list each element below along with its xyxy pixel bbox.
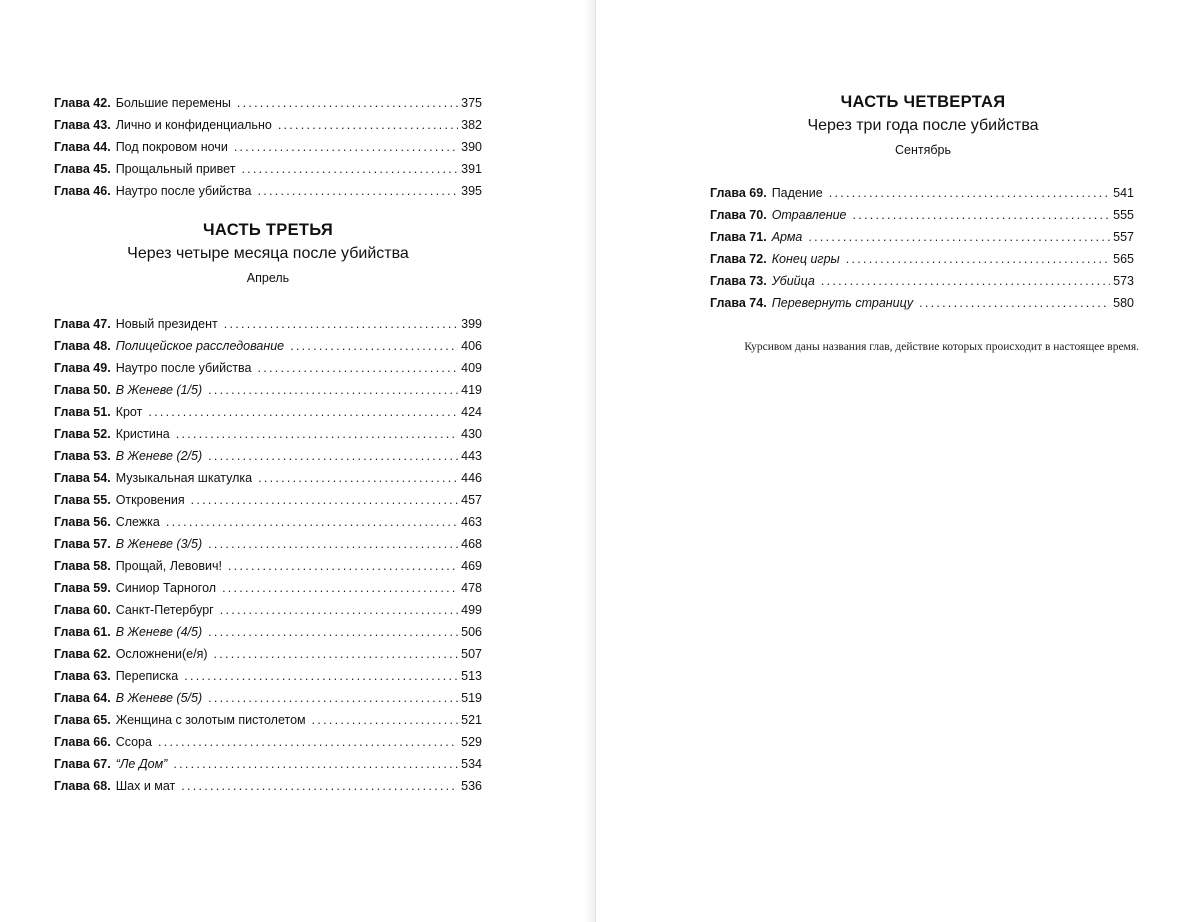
dot-leader	[173, 753, 458, 775]
chapter-number: Глава 56.	[54, 515, 111, 529]
dot-leader	[208, 687, 458, 709]
part-title: ЧАСТЬ ТРЕТЬЯ	[203, 221, 333, 239]
toc-row	[54, 379, 482, 401]
toc-row	[54, 753, 482, 775]
dot-leader	[166, 511, 458, 533]
chapter-number: Глава 60.	[54, 603, 111, 617]
chapter-title: В Женеве (3/5)	[115, 537, 203, 551]
dot-leader	[208, 379, 458, 401]
chapter-title: Женщина с золотым пистолетом	[115, 713, 306, 727]
chapter-number: Глава 69.	[710, 186, 767, 200]
dot-leader	[158, 731, 458, 753]
page-number: 424	[461, 405, 482, 419]
toc-row	[54, 467, 482, 489]
dot-leader	[208, 533, 458, 555]
chapter-number: Глава 46.	[54, 184, 111, 198]
toc-row	[54, 687, 482, 709]
part-title: ЧАСТЬ ЧЕТВЕРТАЯ	[840, 93, 1006, 111]
part-subtitle: Через три года после убийства	[807, 117, 1039, 134]
chapter-title: В Женеве (5/5)	[115, 691, 203, 705]
toc-row	[54, 401, 482, 423]
page-number: 419	[461, 383, 482, 397]
dot-leader	[176, 423, 458, 445]
chapter-title: Конец игры	[771, 252, 840, 266]
page-number: 506	[461, 625, 482, 639]
chapter-title: Наутро после убийства	[115, 361, 252, 375]
chapter-number: Глава 42.	[54, 96, 111, 110]
chapter-title: Перевернуть страницу	[771, 296, 914, 310]
chapter-title: Откровения	[115, 493, 185, 507]
chapter-number: Глава 66.	[54, 735, 111, 749]
page-number: 443	[461, 449, 482, 463]
footnote: Курсивом даны названия глав, действие которых происходит в настоящее время.	[744, 341, 1139, 353]
part-three-heading	[54, 221, 482, 285]
toc-row	[54, 599, 482, 621]
dot-leader	[278, 114, 458, 136]
chapter-number: Глава 58.	[54, 559, 111, 573]
page-number: 565	[1113, 252, 1134, 266]
page-number: 534	[461, 757, 482, 771]
chapter-title: Осложнени(е/я)	[115, 647, 208, 661]
chapter-number: Глава 45.	[54, 162, 111, 176]
chapter-number: Глава 54.	[54, 471, 111, 485]
toc-list-part-three	[54, 313, 482, 797]
dot-leader	[148, 401, 458, 423]
page-number: 469	[461, 559, 482, 573]
toc-list-part-four	[710, 182, 1134, 314]
chapter-title: Отравление	[771, 208, 847, 222]
page-number: 399	[461, 317, 482, 331]
toc-row	[710, 204, 1134, 226]
chapter-number: Глава 70.	[710, 208, 767, 222]
toc-row	[54, 621, 482, 643]
page-number: 395	[461, 184, 482, 198]
dot-leader	[808, 226, 1110, 248]
page-number: 430	[461, 427, 482, 441]
chapter-number: Глава 67.	[54, 757, 111, 771]
toc-row	[54, 114, 482, 136]
chapter-number: Глава 71.	[710, 230, 767, 244]
chapter-title: Ссора	[115, 735, 152, 749]
dot-leader	[312, 709, 459, 731]
toc-row	[54, 158, 482, 180]
chapter-number: Глава 52.	[54, 427, 111, 441]
part-four-heading	[710, 93, 1136, 157]
dot-leader	[829, 182, 1110, 204]
chapter-title: В Женеве (2/5)	[115, 449, 203, 463]
page-number: 391	[461, 162, 482, 176]
page-number: 409	[461, 361, 482, 375]
chapter-number: Глава 73.	[710, 274, 767, 288]
dot-leader	[852, 204, 1110, 226]
chapter-title: Большие перемены	[115, 96, 231, 110]
page-number: 375	[461, 96, 482, 110]
dot-leader	[290, 335, 458, 357]
chapter-number: Глава 65.	[54, 713, 111, 727]
chapter-title: Кристина	[115, 427, 170, 441]
chapter-number: Глава 63.	[54, 669, 111, 683]
dot-leader	[184, 665, 458, 687]
page-number: 557	[1113, 230, 1134, 244]
chapter-title: В Женеве (1/5)	[115, 383, 203, 397]
chapter-title: Переписка	[115, 669, 179, 683]
chapter-title: Шах и мат	[115, 779, 176, 793]
page-number: 555	[1113, 208, 1134, 222]
toc-row	[710, 292, 1134, 314]
dot-leader	[237, 92, 458, 114]
dot-leader	[214, 643, 459, 665]
dot-leader	[208, 621, 458, 643]
chapter-number: Глава 72.	[710, 252, 767, 266]
dot-leader	[241, 158, 458, 180]
chapter-title: Падение	[771, 186, 823, 200]
page-number: 519	[461, 691, 482, 705]
chapter-number: Глава 48.	[54, 339, 111, 353]
page-number: 580	[1113, 296, 1134, 310]
dot-leader	[222, 577, 458, 599]
toc-row	[54, 423, 482, 445]
toc-row	[54, 643, 482, 665]
chapter-title: Музыкальная шкатулка	[115, 471, 253, 485]
page-number: 382	[461, 118, 482, 132]
page-number: 463	[461, 515, 482, 529]
page-number: 390	[461, 140, 482, 154]
toc-row	[54, 313, 482, 335]
toc-row	[54, 511, 482, 533]
chapter-title: Слежка	[115, 515, 160, 529]
chapter-title: Санкт-Петербург	[115, 603, 214, 617]
dot-leader	[228, 555, 458, 577]
page-number: 499	[461, 603, 482, 617]
page-number: 529	[461, 735, 482, 749]
toc-row	[54, 665, 482, 687]
toc-row	[54, 577, 482, 599]
chapter-number: Глава 61.	[54, 625, 111, 639]
page-number: 507	[461, 647, 482, 661]
chapter-number: Глава 59.	[54, 581, 111, 595]
toc-row	[710, 182, 1134, 204]
toc-row	[54, 775, 482, 797]
dot-leader	[220, 599, 458, 621]
chapter-number: Глава 55.	[54, 493, 111, 507]
toc-row	[710, 248, 1134, 270]
page-number: 513	[461, 669, 482, 683]
toc-row	[54, 731, 482, 753]
chapter-title: В Женеве (4/5)	[115, 625, 203, 639]
toc-row	[54, 136, 482, 158]
page-number: 446	[461, 471, 482, 485]
dot-leader	[821, 270, 1110, 292]
page-number: 457	[461, 493, 482, 507]
toc-row	[54, 555, 482, 577]
page-number: 406	[461, 339, 482, 353]
chapter-number: Глава 51.	[54, 405, 111, 419]
page-number: 573	[1113, 274, 1134, 288]
toc-row	[54, 180, 482, 202]
page-number: 468	[461, 537, 482, 551]
chapter-number: Глава 44.	[54, 140, 111, 154]
right-page	[596, 0, 1190, 922]
chapter-title: Арма	[771, 230, 803, 244]
chapter-title: Прощальный привет	[115, 162, 236, 176]
page-number: 541	[1113, 186, 1134, 200]
chapter-title: Под покровом ночи	[115, 140, 228, 154]
toc-row	[54, 533, 482, 555]
toc-row	[54, 357, 482, 379]
dot-leader	[224, 313, 458, 335]
toc-row	[710, 226, 1134, 248]
chapter-number: Глава 50.	[54, 383, 111, 397]
chapter-number: Глава 53.	[54, 449, 111, 463]
chapter-number: Глава 47.	[54, 317, 111, 331]
toc-row	[54, 489, 482, 511]
dot-leader	[258, 357, 459, 379]
chapter-title: Полицейское расследование	[115, 339, 285, 353]
toc-row	[54, 335, 482, 357]
chapter-number: Глава 74.	[710, 296, 767, 310]
chapter-title: Убийца	[771, 274, 815, 288]
chapter-title: Крот	[115, 405, 143, 419]
dot-leader	[258, 180, 459, 202]
dot-leader	[191, 489, 459, 511]
dot-leader	[208, 445, 458, 467]
dot-leader	[846, 248, 1110, 270]
chapter-title: “Ле Дом”	[115, 757, 168, 771]
chapter-title: Синиор Тарногол	[115, 581, 217, 595]
chapter-title: Новый президент	[115, 317, 218, 331]
chapter-number: Глава 57.	[54, 537, 111, 551]
toc-row	[54, 92, 482, 114]
page-number: 536	[461, 779, 482, 793]
chapter-title: Лично и конфиденциально	[115, 118, 272, 132]
chapter-number: Глава 62.	[54, 647, 111, 661]
chapter-title: Наутро после убийства	[115, 184, 252, 198]
dot-leader	[181, 775, 458, 797]
chapter-title: Прощай, Левович!	[115, 559, 222, 573]
page-number: 478	[461, 581, 482, 595]
dot-leader	[258, 467, 458, 489]
chapter-number: Глава 43.	[54, 118, 111, 132]
part-subtitle: Через четыре месяца после убийства	[127, 245, 409, 262]
chapter-number: Глава 64.	[54, 691, 111, 705]
chapter-number: Глава 49.	[54, 361, 111, 375]
dot-leader	[919, 292, 1110, 314]
chapter-number: Глава 68.	[54, 779, 111, 793]
part-month: Сентябрь	[895, 143, 951, 157]
toc-list-top	[54, 92, 482, 202]
dot-leader	[234, 136, 458, 158]
page-number: 521	[461, 713, 482, 727]
part-month: Апрель	[246, 271, 290, 285]
toc-row	[54, 709, 482, 731]
toc-row	[54, 445, 482, 467]
toc-row	[710, 270, 1134, 292]
